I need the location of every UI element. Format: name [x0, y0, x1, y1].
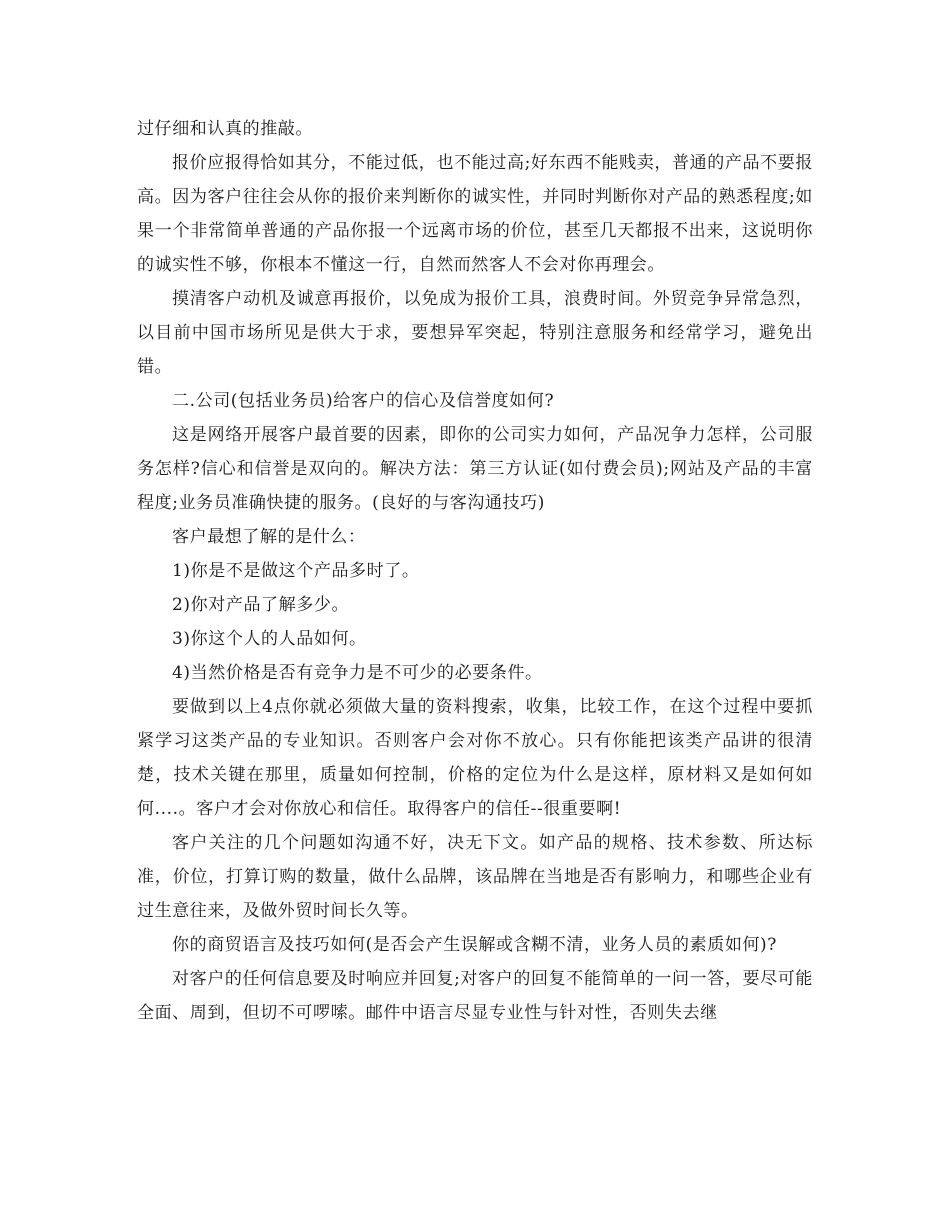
list-item: 3)你这个人的人品如何。: [172, 629, 367, 649]
paragraph-8: 对客户的任何信息要及时响应并回复;对客户的回复不能简单的一问一答，要尽可能全面、周到，但切不可啰嗦。邮件中语言尽显专业性与针对性，否则失去继: [137, 969, 813, 1023]
paragraph-1: 过仔细和认真的推敲。: [137, 119, 313, 139]
paragraph-3: 摸清客户动机及诚意再报价，以免成为报价工具，浪费时间。外贸竞争异常急烈，以目前中国市场所见是供大于求，要想异军突起，特别注意服务和经常学习，避免出错。: [137, 289, 813, 377]
list-intro: 客户最想了解的是什么：: [172, 527, 366, 547]
paragraph-2: 报价应报得恰如其分，不能过低，也不能过高;好东西不能贱卖，普通的产品不要报高。因为客户往往会从你的报价来判断你的诚实性，并同时判断你对产品的熟悉程度;如果一个非常简单普通的产品你报一个远离市场的价位，甚至几天都报不出来，这说明你的诚实性不够，你根本不懂这一行，自然而然客人不会对你再理会。: [137, 153, 813, 275]
list-item: 4)当然价格是否有竞争力是不可少的必要条件。: [172, 663, 543, 683]
list-item: 1)你是不是做这个产品多时了。: [172, 561, 420, 581]
list-item: 2)你对产品了解多少。: [172, 595, 350, 615]
paragraph-4: 这是网络开展客户最首要的因素，即你的公司实力如何，产品况争力怎样，公司服务怎样?信心和信誉是双向的。解决方法：第三方认证(如付费会员);网站及产品的丰富程度;业务员准确快捷的服务。(良好的与客沟通技巧): [137, 425, 813, 513]
section-heading: 二.公司(包括业务员)给客户的信心及信誉度如何?: [172, 391, 555, 411]
paragraph-7: 你的商贸语言及技巧如何(是否会产生误解或含糊不清，业务人员的素质如何)?: [172, 935, 777, 955]
paragraph-6: 客户关注的几个问题如沟通不好，决无下文。如产品的规格、技术参数、所达标准，价位，打算订购的数量，做什么品牌，该品牌在当地是否有影响力，和哪些企业有过生意往来，及做外贸时间长久等。: [137, 833, 813, 921]
paragraph-5: 要做到以上4点你就必须做大量的资料搜索，收集，比较工作，在这个过程中要抓紧学习这类产品的专业知识。否则客户会对你不放心。只有你能把该类产品讲的很清楚，技术关键在那里，质量如何控制，价格的定位为什么是这样，原材料又是如何如何....。客户才会对你放心和信任。取得客户的信任--很重要啊!: [137, 697, 813, 819]
document-page: [137, 112, 813, 1030]
